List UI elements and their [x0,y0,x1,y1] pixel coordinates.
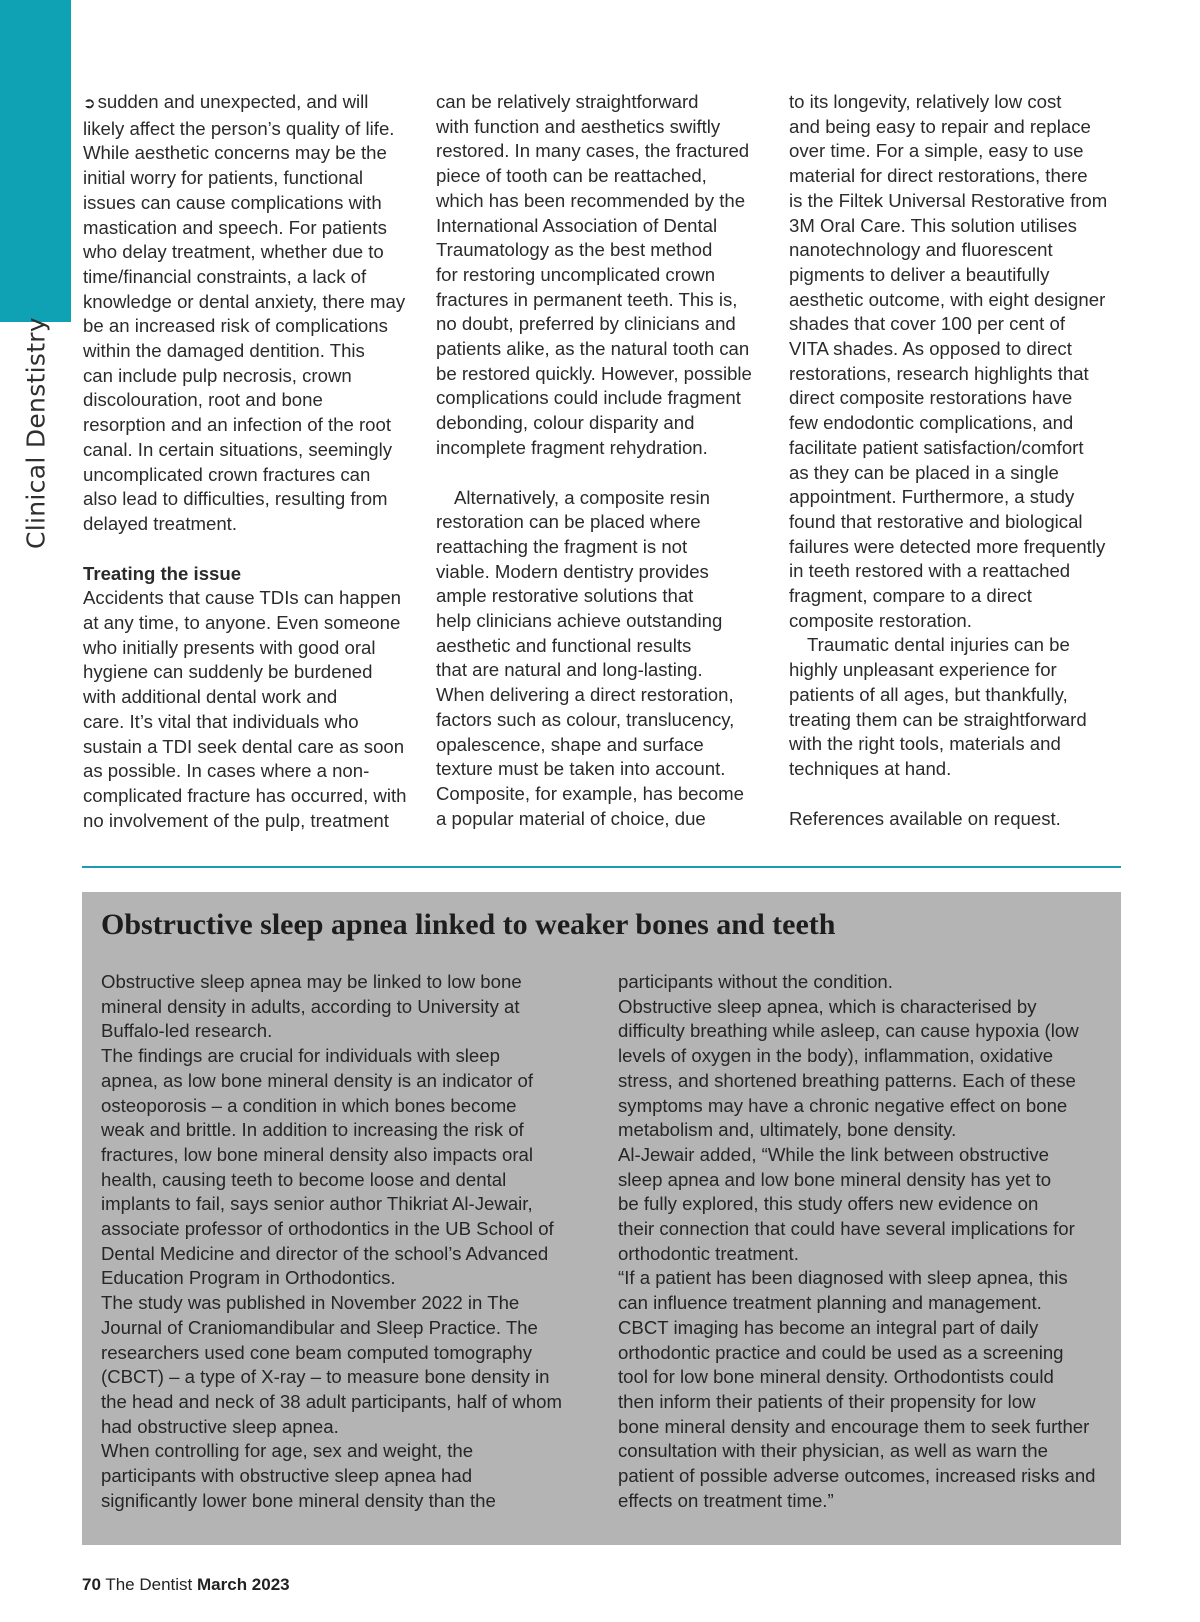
text-line: material for direct restorations, there [789,165,1088,187]
text-line: resorption and an infection of the root [83,414,392,436]
text-line: a popular material of choice, due [436,807,706,829]
text-line: initial worry for patients, functional [83,167,364,189]
text-line: who initially presents with good oral [83,636,376,658]
text-line: that are natural and long-lasting. [436,659,703,681]
text-line: nanotechnology and fluorescent [789,239,1053,261]
text-line: VITA shades. As opposed to direct [789,338,1072,360]
section-label: Clinical Denstistry [21,317,51,549]
text-line: CBCT imaging has become an integral part of daily [618,1316,1039,1338]
col1-para-1 [83,90,413,537]
col1-para-2 [83,586,413,833]
text-line-content: sudden and unexpected, and will [97,91,369,112]
references-note: References available on request. [789,807,1061,829]
text-line: stress, and shortened breathing patterns. Each of these [618,1069,1076,1091]
text-line: participants with obstructive sleep apnea had [101,1465,473,1487]
text-line: failures were detected more frequently [789,535,1106,557]
text-line: with additional dental work and [83,686,338,708]
text-line: and being easy to repair and replace [789,115,1091,137]
text-line: knowledge or dental anxiety, there may [83,290,406,312]
text-line: shades that cover 100 per cent of [789,313,1065,335]
continued-arrow-icon: ➲ [83,95,96,112]
text-line: Education Program in Orthodontics. [101,1267,396,1289]
text-line: care. It’s vital that individuals who [83,710,359,732]
text-line: orthodontic practice and could be used as a screening [618,1341,1064,1363]
text-line: bone mineral density and encourage them to seek further [618,1415,1090,1437]
text-line: direct composite restorations have [789,387,1073,409]
text-line: levels of oxygen in the body), inflammation, oxidative [618,1045,1054,1067]
text-line: Obstructive sleep apnea, which is characterised by [618,995,1037,1017]
text-line: Traumatic dental injuries can be [807,634,1070,656]
text-line: reattaching the fragment is not [436,535,688,557]
article-column-1 [83,90,413,833]
text-line: (CBCT) – a type of X-ray – to measure bone density in [101,1366,550,1388]
text-line: delayed treatment. [83,512,238,534]
text-line: fragment, compare to a direct [789,585,1032,607]
text-line: significantly lower bone mineral density than the [101,1489,496,1511]
text-line: to its longevity, relatively low cost [789,91,1062,112]
col3-para-2 [789,633,1129,781]
text-line: techniques at hand. [789,757,952,779]
text-line: as they can be placed in a single [789,461,1059,483]
text-line: at any time, to anyone. Even someone [83,612,401,634]
text-line: be fully explored, this study offers new evidence on [618,1193,1039,1215]
text-line: is the Filtek Universal Restorative from [789,189,1108,211]
issue-date: March 2023 [197,1575,290,1594]
text-line: with the right tools, materials and [789,733,1061,755]
text-line: apnea, as low bone mineral density is an indicator of [101,1069,534,1091]
text-line: aesthetic outcome, with eight designer [789,288,1106,310]
news-box [82,892,1121,1545]
text-line: Journal of Craniomandibular and Sleep Practice. The [101,1316,538,1338]
text-line: with function and aesthetics swiftly [436,115,721,137]
text-line: researchers used cone beam computed tomography [101,1341,532,1363]
text-line: Obstructive sleep apnea may be linked to low bone [101,971,522,992]
text-line: composite restoration. [789,609,972,631]
text-line: restored. In many cases, the fractured [436,140,750,162]
text-line: When delivering a direct restoration, [436,684,734,706]
text-line: aesthetic and functional results [436,634,692,656]
text-line: Accidents that cause TDIs can happen [83,587,402,609]
text-line: metabolism and, ultimately, bone density. [618,1119,957,1141]
text-line: International Association of Dental [436,214,718,236]
text-line: texture must be taken into account. [436,758,726,780]
news-box-column-2 [618,970,1108,1513]
text-line: time/financial constraints, a lack of [83,265,367,287]
text-line: can include pulp necrosis, crown [83,364,352,386]
text-line: When controlling for age, sex and weight, the [101,1440,474,1462]
text-line: debonding, colour disparity and [436,412,695,434]
text-line: mastication and speech. For patients [83,216,387,238]
text-line: within the damaged dentition. This [83,340,365,362]
col3-para-1 [789,90,1129,633]
col2-para-2 [436,486,766,832]
text-line: factors such as colour, translucency, [436,708,735,730]
text-line: also lead to difficulties, resulting from [83,488,388,510]
text-line: be restored quickly. However, possible [436,362,752,384]
text-line: The findings are crucial for individuals with sleep [101,1045,500,1067]
text-line: for restoring uncomplicated crown [436,263,716,285]
text-line: be an increased risk of complications [83,315,388,337]
text-line: 3M Oral Care. This solution utilises [789,214,1077,236]
text-line: the head and neck of 38 adult participants, half of whom [101,1390,563,1412]
text-line: had obstructive sleep apnea. [101,1415,339,1437]
text-line: appointment. Furthermore, a study [789,486,1075,508]
text-line: patients alike, as the natural tooth can [436,338,750,360]
text-line: can influence treatment planning and management. [618,1292,1042,1314]
text-line: few endodontic complications, and [789,412,1074,434]
text-line: Al-Jewair added, “While the link between obstructive [618,1143,1049,1165]
text-line: hygiene can suddenly be burdened [83,661,373,683]
text-line: treating them can be straightforward [789,708,1087,730]
text-line: discolouration, root and bone [83,389,323,411]
text-line: patients of all ages, but thankfully, [789,683,1068,705]
article-column-3 [789,90,1129,831]
text-line: osteoporosis – a condition in which bones become [101,1094,517,1116]
text-line: While aesthetic concerns may be the [83,142,387,164]
text-line: Alternatively, a composite resin [454,486,710,508]
text-line: tool for low bone mineral density. Orthodontists could [618,1366,1054,1388]
text-line: no involvement of the pulp, treatment [83,809,389,831]
text-line: opalescence, shape and surface [436,733,704,755]
text-line: Buffalo-led research. [101,1020,273,1042]
text-line: restoration can be placed where [436,511,701,533]
text-line: restorations, research highlights that [789,362,1089,384]
text-line: help clinicians achieve outstanding [436,610,723,632]
text-line: their connection that could have several implications for [618,1218,1075,1240]
text-line: incomplete fragment rehydration. [436,436,708,458]
news-box-title: Obstructive sleep apnea linked to weaker bones and teeth [101,908,836,941]
text-line: effects on treatment time.” [618,1489,834,1511]
text-line: no doubt, preferred by clinicians and [436,313,736,335]
text-line: associate professor of orthodontics in the UB School of [101,1218,554,1240]
text-line: health, causing teeth to become loose and dental [101,1168,507,1190]
text-line [83,90,413,117]
text-line: difficulty breathing while asleep, can cause hypoxia (low [618,1020,1079,1042]
text-line: viable. Modern dentistry provides [436,560,709,582]
article-subheading: Treating the issue [83,562,242,584]
text-line: piece of tooth can be reattached, [436,165,707,187]
text-line: sleep apnea and low bone mineral density has yet to [618,1168,1052,1190]
text-line: implants to fail, says senior author Thikriat Al-Jewair, [101,1193,533,1215]
section-divider [82,866,1121,868]
text-line: weak and brittle. In addition to increasing the risk of [101,1119,524,1141]
text-line: pigments to deliver a beautifully [789,263,1050,285]
text-line: who delay treatment, whether due to [83,241,384,263]
text-line: Traumatology as the best method [436,239,713,261]
text-line: can be relatively straightforward [436,91,699,112]
text-line: canal. In certain situations, seemingly [83,438,393,460]
article-column-2 [436,90,766,831]
col2-para-1 [436,90,766,461]
text-line: highly unpleasant experience for [789,659,1057,681]
page-footer [82,1575,290,1595]
text-line: found that restorative and biological [789,510,1083,532]
text-line: participants without the condition. [618,971,893,992]
text-line: symptoms may have a chronic negative effect on bone [618,1094,1068,1116]
text-line: likely affect the person’s quality of life. [83,117,395,139]
text-line: as possible. In cases where a non- [83,760,370,782]
text-line: consultation with their physician, as well as warn the [618,1440,1048,1462]
text-line: ample restorative solutions that [436,585,694,607]
publication-name: The Dentist [105,1575,193,1594]
text-line: then inform their patients of their propensity for low [618,1390,1036,1412]
text-line: fractures in permanent teeth. This is, [436,288,738,310]
text-line: orthodontic treatment. [618,1242,799,1264]
section-color-tab [0,0,71,322]
text-line: patient of possible adverse outcomes, increased risks and [618,1465,1096,1487]
text-line: Composite, for example, has become [436,782,744,804]
text-line: over time. For a simple, easy to use [789,140,1084,162]
text-line: issues can cause complications with [83,191,382,213]
text-line: Dental Medicine and director of the school’s Advanced [101,1242,549,1264]
text-line: which has been recommended by the [436,189,746,211]
text-line: fractures, low bone mineral density also impacts oral [101,1143,533,1165]
text-line: complications could include fragment [436,387,741,409]
text-line: in teeth restored with a reattached [789,560,1071,582]
text-line: sustain a TDI seek dental care as soon [83,735,405,757]
news-box-column-1 [101,970,581,1513]
text-line: facilitate patient satisfaction/comfort [789,436,1084,458]
text-line: uncomplicated crown fractures can [83,463,371,485]
page-number: 70 [82,1575,101,1594]
text-line: The study was published in November 2022 in The [101,1292,520,1314]
text-line: complicated fracture has occurred, with [83,784,407,806]
text-line: mineral density in adults, according to University at [101,995,520,1017]
text-line: “If a patient has been diagnosed with sleep apnea, this [618,1267,1068,1289]
